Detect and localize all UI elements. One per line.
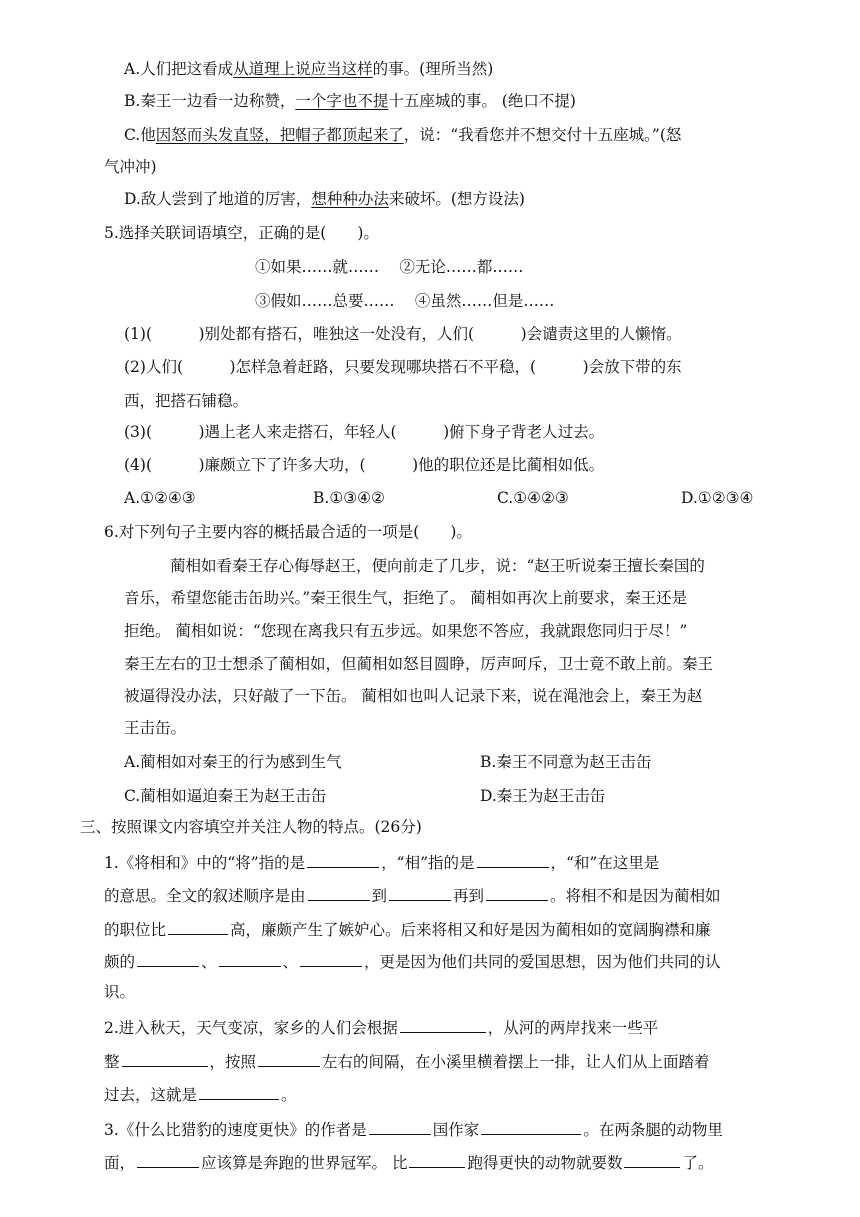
s3-q1-line-2: 的意思。全文的叙述顺序是由 到 再到 。将相不和是因为蔺相如 bbox=[104, 884, 721, 907]
s3-q2-line-1: 2.进入秋天，天气变凉，家乡的人们会根据 ，从河的两岸找来一些平 bbox=[104, 1016, 658, 1039]
q4-option-d: D.敌人尝到了地道的厉害，想种种办法来破坏。(想方设法) bbox=[124, 190, 525, 208]
q5-option-a: A.①②④③ bbox=[124, 489, 196, 507]
q5-pairs-row-2: ③假如……总要…… ④虽然……但是…… bbox=[255, 292, 555, 310]
answer-blank[interactable] bbox=[168, 918, 228, 935]
q6-option-c: C.蔺相如逼迫秦王为赵王击缶 bbox=[124, 787, 327, 805]
answer-blank[interactable] bbox=[409, 1151, 465, 1168]
s3-q2-line-3: 过去，这就是 。 bbox=[104, 1083, 297, 1106]
s3-q1-line-1: 1.《将相和》中的“将”指的是 ，“相”指的是 ，“和”在这里是 bbox=[104, 851, 659, 874]
q5-sentence-2-continued: 西，把搭石铺稳。 bbox=[124, 392, 249, 410]
q6-passage-line: 拒绝。 蔺相如说：“您现在离我只有五步远。如果您不答应，我就跟您同归于尽！” bbox=[124, 622, 688, 640]
answer-blank[interactable] bbox=[477, 851, 549, 868]
q4-option-c: C.他因怒而头发直竖，把帽子都顶起来了，说：“我看您并不想交付十五座城。”(怒 bbox=[124, 126, 682, 144]
answer-blank[interactable] bbox=[122, 1050, 208, 1067]
q5-option-d: D.①②③④ bbox=[681, 489, 754, 507]
q6-option-b: B.秦王不同意为赵王击缶 bbox=[480, 753, 652, 771]
answer-blank[interactable] bbox=[300, 950, 362, 967]
answer-blank[interactable] bbox=[307, 851, 379, 868]
answer-blank[interactable] bbox=[258, 1050, 320, 1067]
answer-blank[interactable] bbox=[486, 884, 548, 901]
q6-passage-line: 蔺相如看秦王存心侮辱赵王，便向前走了几步，说：“赵王听说秦王擅长秦国的 bbox=[170, 557, 705, 575]
s3-q3-line-1: 3.《什么比猎豹的速度更快》的作者是 国作家 。在两条腿的动物里 bbox=[104, 1118, 723, 1141]
s3-q2-line-2: 整 ，按照 左右的间隔，在小溪里横着摆上一排，让人们从上面踏着 bbox=[104, 1050, 710, 1073]
q5-option-b: B.①③④② bbox=[313, 489, 385, 507]
q5-stem: 5.选择关联词语填空，正确的是( )。 bbox=[104, 224, 379, 242]
q5-sentence-1: (1)( )别处都有搭石，唯独这一处没有，人们( )会谴责这里的人懒惰。 bbox=[124, 325, 682, 343]
answer-blank[interactable] bbox=[137, 1151, 199, 1168]
s3-q1-line-3: 的职位比 高，廉颇产生了嫉妒心。后来将相又和好是因为蔺相如的宽阔胸襟和廉 bbox=[104, 918, 711, 941]
q5-sentence-3: (3)( )遇上老人来走搭石，年轻人( )俯下身子背老人过去。 bbox=[124, 423, 605, 441]
q6-passage-line: 音乐，希望您能击缶助兴。”秦王很生气，拒绝了。 蔺相如再次上前要求，秦王还是 bbox=[124, 589, 688, 607]
answer-blank[interactable] bbox=[308, 884, 370, 901]
answer-blank[interactable] bbox=[199, 1083, 279, 1100]
answer-blank[interactable] bbox=[137, 950, 199, 967]
answer-blank[interactable] bbox=[369, 1118, 431, 1135]
q4-option-b: B.秦王一边看一边称赞，一个字也不提十五座城的事。 (绝口不提) bbox=[124, 92, 576, 110]
q6-passage-line: 被逼得没办法，只好敲了一下缶。 蔺相如也叫人记录下来，说在渑池会上，秦王为赵 bbox=[124, 687, 703, 705]
section-3-heading: 三、按照课文内容填空并关注人物的特点。(26分) bbox=[80, 818, 422, 836]
q4-option-c-continued: 气冲冲) bbox=[104, 158, 157, 176]
q4-option-a: A.人们把这看成从道理上说应当这样的事。(理所当然) bbox=[124, 60, 494, 78]
answer-blank[interactable] bbox=[389, 884, 451, 901]
q5-sentence-4: (4)( )廉颇立下了许多大功，( )他的职位还是比蔺相如低。 bbox=[124, 456, 605, 474]
answer-blank[interactable] bbox=[400, 1016, 486, 1033]
q5-pairs-row-1: ①如果……就…… ②无论……都…… bbox=[255, 258, 524, 276]
q6-option-d: D.秦王为赵王击缶 bbox=[480, 787, 606, 805]
s3-q1-line-5: 识。 bbox=[104, 983, 136, 1001]
q5-option-c: C.①④②③ bbox=[497, 489, 569, 507]
s3-q3-line-2: 面， 应该算是奔跑的世界冠军。 比 跑得更快的动物就要数 了。 bbox=[104, 1151, 713, 1174]
q6-passage-line: 王击缶。 bbox=[124, 719, 187, 737]
q6-option-a: A.蔺相如对秦王的行为感到生气 bbox=[124, 753, 342, 771]
q6-passage-line: 秦王左右的卫士想杀了蔺相如，但蔺相如怒目圆睁，厉声呵斥，卫士竟不敢上前。秦王 bbox=[124, 655, 714, 673]
q6-stem: 6.对下列句子主要内容的概括最合适的一项是( )。 bbox=[104, 523, 472, 541]
answer-blank[interactable] bbox=[624, 1151, 680, 1168]
q5-sentence-2: (2)人们( )怎样急着赶路，只要发现哪块搭石不平稳，( )会放下带的东 bbox=[124, 358, 682, 376]
s3-q1-line-4: 颇的 、 、 ，更是因为他们共同的爱国思想，因为他们共同的认 bbox=[104, 950, 721, 973]
answer-blank[interactable] bbox=[481, 1118, 581, 1135]
answer-blank[interactable] bbox=[219, 950, 281, 967]
